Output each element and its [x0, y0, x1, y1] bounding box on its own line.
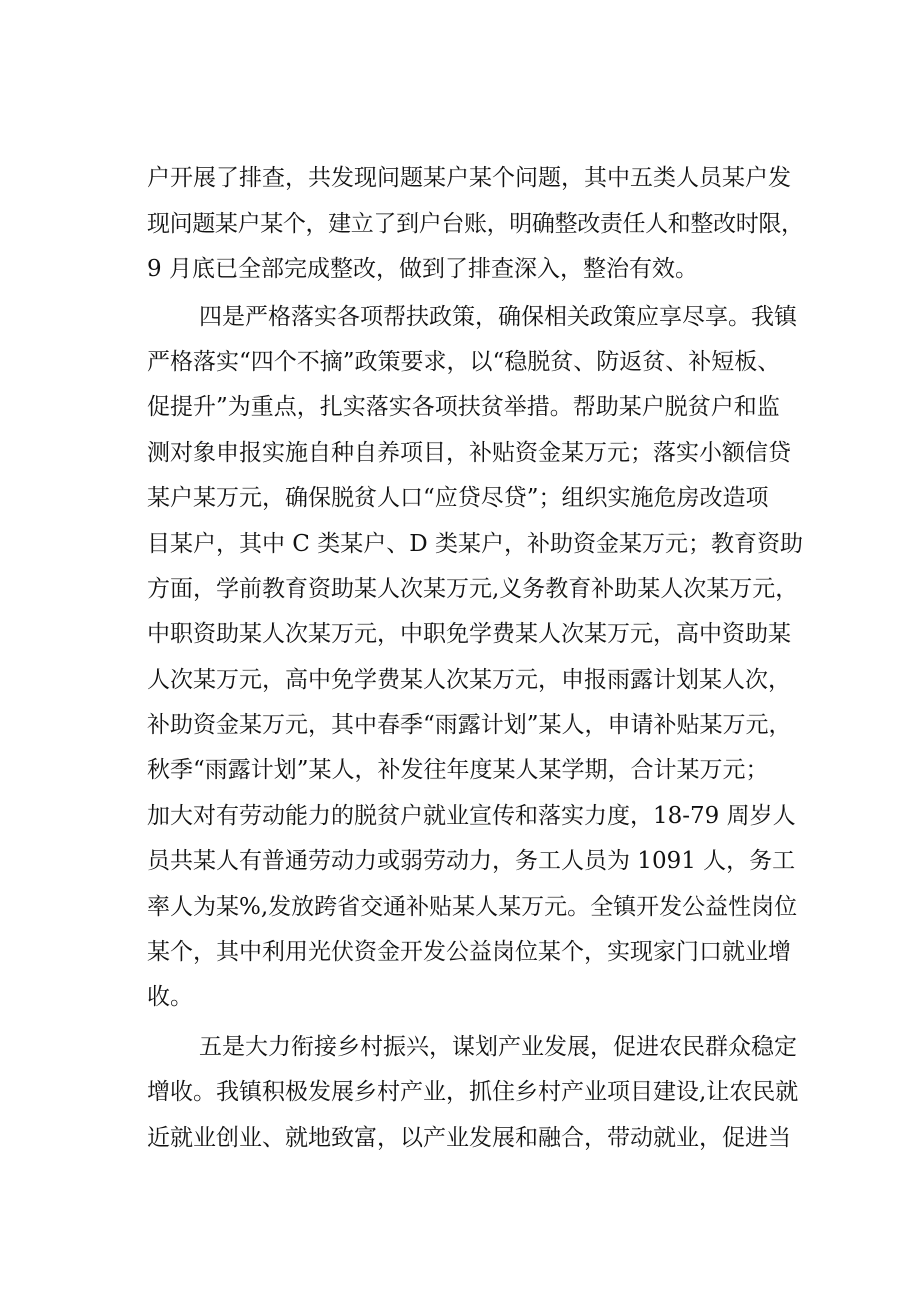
paragraph-first-line: 四是严格落实各项帮扶政策，确保相关政策应享尽享。我镇: [199, 304, 797, 330]
paragraph-first-line: 五是大力衔接乡村振兴，谋划产业发展，促进农民群众稳定: [199, 1034, 797, 1060]
text-line: 某个，其中利用光伏资金开发公益岗位某个，实现家门口就业增: [147, 939, 791, 965]
text-line: 员共某人有普通劳动力或弱劳动力，务工人员为 1091 人，务工: [147, 848, 796, 874]
text-line: 率人为某%,发放跨省交通补贴某人某万元。全镇开发公益性岗位: [147, 894, 798, 920]
text-line: 收。: [147, 984, 193, 1010]
text-line: 某户某万元，确保脱贫人口“应贷尽贷”；组织实施危房改造项: [147, 485, 769, 511]
text-line: 增收。我镇积极发展乡村产业，抓住乡村产业项目建设,让农民就: [147, 1079, 799, 1105]
text-line: 中职资助某人次某万元，中职免学费某人次某万元，高中资助某: [147, 621, 791, 647]
text-line: 近就业创业、就地致富，以产业发展和融合，带动就业，促进当: [147, 1125, 791, 1151]
text-line: 目某户，其中 C 类某户、D 类某户，补助资金某万元；教育资助: [147, 531, 803, 557]
text-line: 9 月底已全部完成整改，做到了排查深入，整治有效。: [147, 256, 698, 282]
text-line: 促提升”为重点，扎实落实各项扶贫举措。帮助某户脱贫户和监: [147, 394, 780, 420]
text-line: 户开展了排查，共发现问题某户某个问题，其中五类人员某户发: [147, 165, 791, 191]
text-line: 现问题某户某个，建立了到户台账，明确整改责任人和整改时限，: [147, 211, 804, 237]
text-line: 秋季“雨露计划”某人，补发往年度某人某学期，合计某万元；: [147, 757, 769, 783]
text-line: 方面，学前教育资助某人次某万元,义务教育补助某人次某万元，: [147, 576, 799, 602]
text-line: 加大对有劳动能力的脱贫户就业宣传和落实力度，18-79 周岁人: [147, 803, 796, 829]
text-line: 严格落实“四个不摘”政策要求，以“稳脱贫、防返贫、补短板、: [147, 349, 781, 375]
text-line: 测对象申报实施自种自养项目，补贴资金某万元；落实小额信贷: [147, 440, 791, 466]
text-line: 补助资金某万元，其中春季“雨露计划”某人，申请补贴某万元，: [147, 712, 792, 738]
text-line: 人次某万元，高中免学费某人次某万元，申报雨露计划某人次，: [147, 667, 791, 693]
